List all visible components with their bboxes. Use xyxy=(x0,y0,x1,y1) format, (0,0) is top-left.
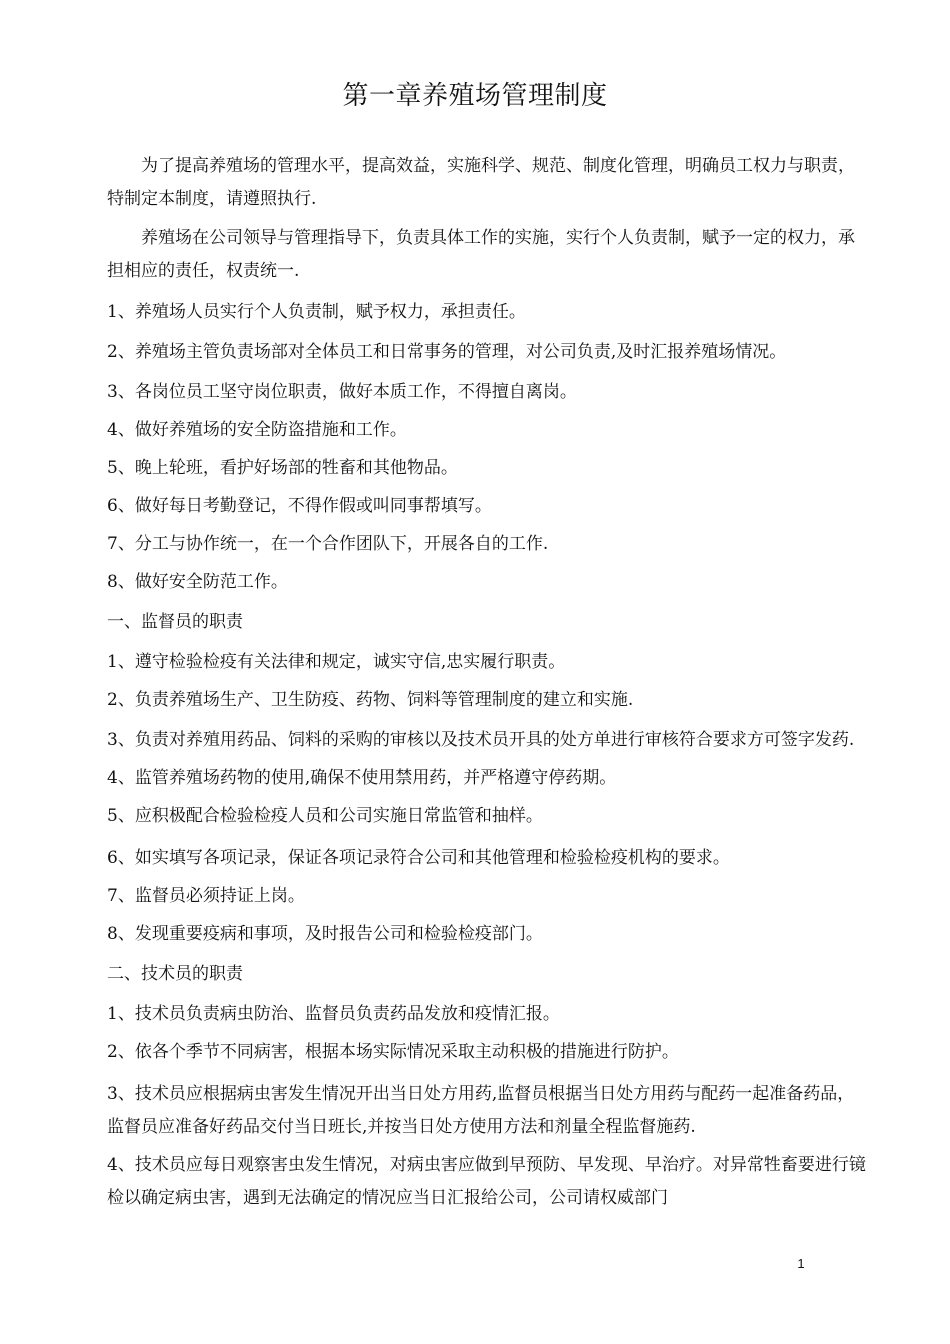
list-item: 3、各岗位员工坚守岗位职责，做好本质工作，不得擅自离岗。 xyxy=(107,382,577,402)
list-item: 4、技术员应每日观察害虫发生情况，对病虫害应做到早预防、早发现、早治疗。对异常牲畜要进行镜检以确定病虫害，遇到无法确定的情况应当日汇报给公司，公司请权威部门 xyxy=(107,1155,866,1208)
list-item: 7、监督员必须持证上岗。 xyxy=(107,886,305,906)
list-item: 3、负责对养殖用药品、饲料的采购的审核以及技术员开具的处方单进行审核符合要求方可签字发药. xyxy=(107,730,855,750)
list-item: 1、技术员负责病虫防治、监督员负责药品发放和疫情汇报。 xyxy=(107,1004,560,1024)
section-heading: 二、技术员的职责 xyxy=(107,964,243,984)
list-item: 6、做好每日考勤登记，不得作假或叫同事帮填写。 xyxy=(107,496,492,516)
section-heading: 一、监督员的职责 xyxy=(107,612,243,632)
list-item: 4、做好养殖场的安全防盗措施和工作。 xyxy=(107,420,407,440)
list-item: 5、晚上轮班，看护好场部的牲畜和其他物品。 xyxy=(107,458,458,478)
list-item: 3、技术员应根据病虫害发生情况开出当日处方用药,监督员根据当日处方用药与配药一起准备药品，监督员应准备好药品交付当日班长,并按当日处方使用方法和剂量全程监督施药. xyxy=(107,1084,855,1137)
list-item: 2、养殖场主管负责场部对全体员工和日常事务的管理，对公司负责,及时汇报养殖场情况。 xyxy=(107,342,787,362)
list-item: 7、分工与协作统一，在一个合作团队下，开展各自的工作. xyxy=(107,534,549,554)
list-item: 2、依各个季节不同病害，根据本场实际情况采取主动积极的措施进行防护。 xyxy=(107,1042,679,1062)
list-item: 1、养殖场人员实行个人负责制，赋予权力，承担责任。 xyxy=(107,302,526,322)
list-item: 5、应积极配合检验检疫人员和公司实施日常监管和抽样。 xyxy=(107,806,543,826)
page-number: 1 xyxy=(797,1256,805,1271)
list-item: 8、做好安全防范工作。 xyxy=(107,572,288,592)
document-title: 第一章养殖场管理制度 xyxy=(342,81,608,111)
intro-paragraph: 养殖场在公司领导与管理指导下，负责具体工作的实施，实行个人负责制，赋予一定的权力，承担相应的责任，权责统一. xyxy=(107,228,855,281)
intro-paragraph: 为了提高养殖场的管理水平，提高效益，实施科学、规范、制度化管理，明确员工权力与职责，特制定本制度，请遵照执行. xyxy=(107,156,855,209)
list-item: 4、监管养殖场药物的使用,确保不使用禁用药，并严格遵守停药期。 xyxy=(107,768,617,788)
list-item: 6、如实填写各项记录，保证各项记录符合公司和其他管理和检验检疫机构的要求。 xyxy=(107,848,730,868)
list-item: 2、负责养殖场生产、卫生防疫、药物、饲料等管理制度的建立和实施. xyxy=(107,690,634,710)
list-item: 1、遵守检验检疫有关法律和规定，诚实守信,忠实履行职责。 xyxy=(107,652,566,672)
document-body xyxy=(107,150,867,1220)
list-item: 8、发现重要疫病和事项，及时报告公司和检验检疫部门。 xyxy=(107,924,543,944)
